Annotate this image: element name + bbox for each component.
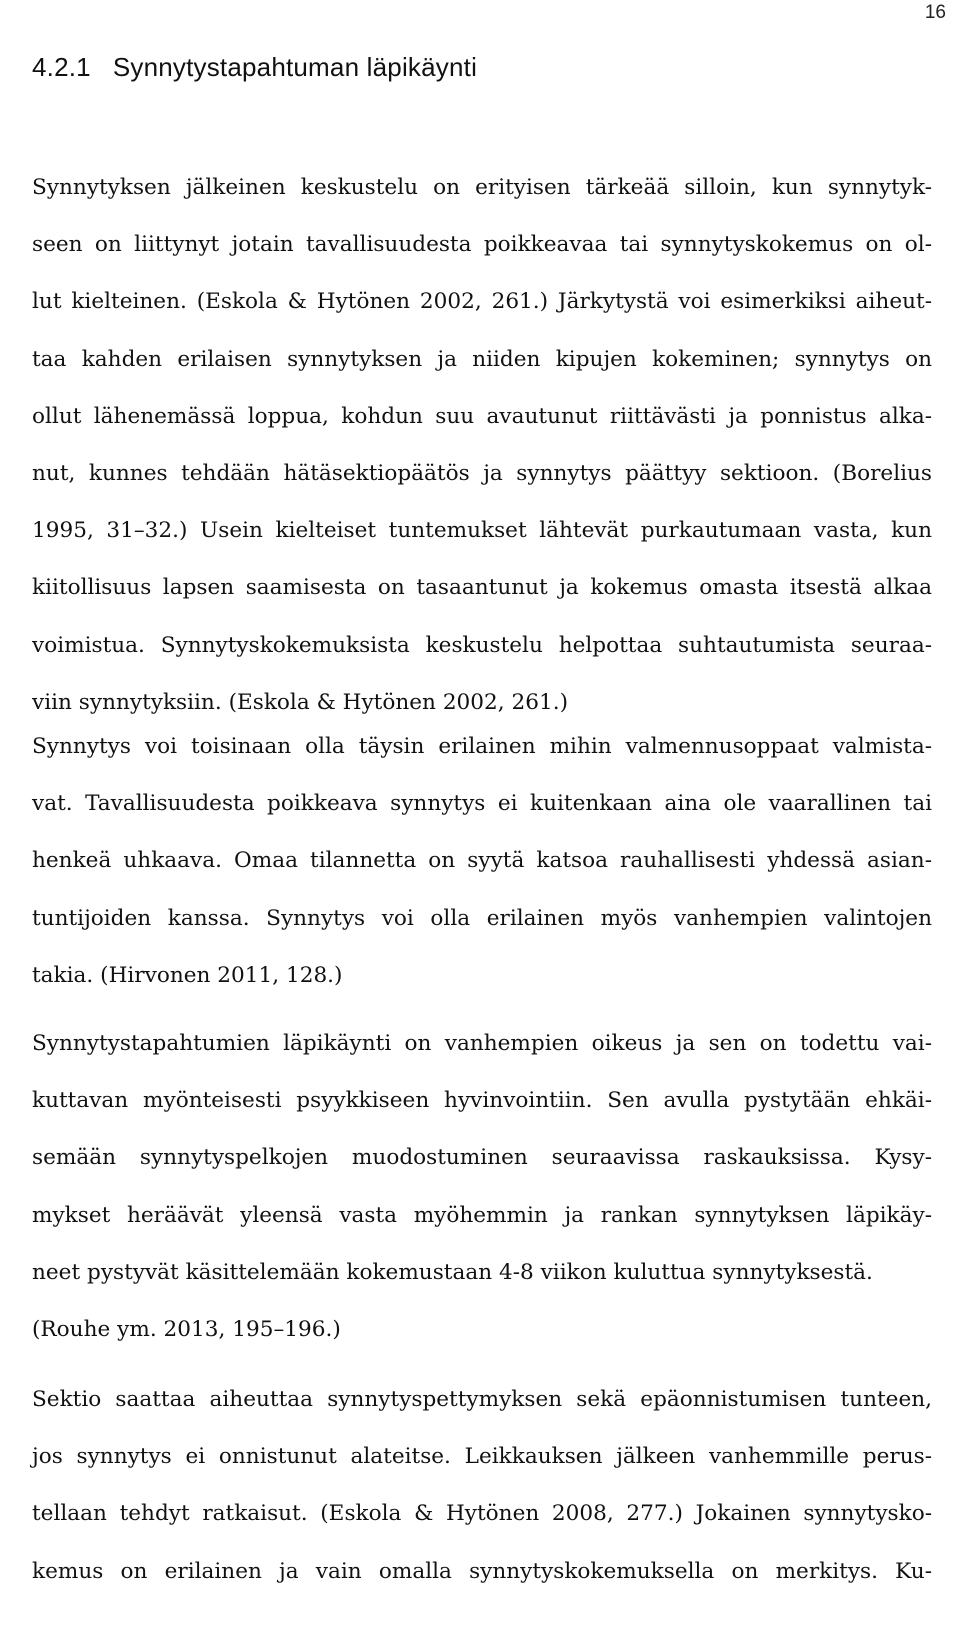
text-line: tellaan tehdyt ratkaisut. (Eskola & Hytönen 2008, 277.) Jokainen synnytysko- [32,1501,932,1527]
text-line: taa kahden erilaisen synnytyksen ja niiden kipujen kokeminen; synnytys on [32,346,932,372]
paragraph-4 [32,1371,932,1600]
paragraph-1 [32,159,932,731]
text-line: henkeä uhkaava. Omaa tilannetta on syytä katsoa rauhallisesti yhdessä asian- [32,848,932,874]
paragraph-2 [32,718,932,1004]
text-line: takia. (Hirvonen 2011, 128.) [32,962,343,988]
text-line: neet pystyvät käsittelemään kokemustaan 4-8 viikon kuluttua synnytyksestä. [32,1259,873,1285]
text-line: mykset heräävät yleensä vasta myöhemmin ja rankan synnytyksen läpikäy- [32,1202,932,1228]
text-line: semään synnytyspelkojen muodostuminen seuraavissa raskauksissa. Kysy- [32,1145,932,1171]
text-line: Synnytys voi toisinaan olla täysin erilainen mihin valmennusoppaat valmista- [32,734,932,759]
text-line: nut, kunnes tehdään hätäsektiopäätös ja synnytys päättyy sektioon. (Borelius [32,460,932,486]
text-line: seen on liittynyt jotain tavallisuudesta poikkeavaa tai synnytyskokemus on ol- [32,232,932,258]
text-line: Sektio saattaa aiheuttaa synnytyspettymyksen sekä epäonnistumisen tunteen, [32,1387,932,1412]
text-line: kiitollisuus lapsen saamisesta on tasaantunut ja kokemus omasta itsestä alkaa [32,575,932,601]
section-title: Synnytystapahtuman läpikäynti [112,52,478,82]
text-line: kuttavan myönteisesti psyykkiseen hyvinvointiin. Sen avulla pystytään ehkäi- [32,1088,932,1114]
text-line: vat. Tavallisuudesta poikkeava synnytys ei kuitenkaan aina ole vaarallinen tai [32,791,932,817]
section-heading [32,52,477,83]
text-line: jos synnytys ei onnistunut alateitse. Leikkauksen jälkeen vanhemmille perus- [32,1444,932,1470]
text-line: kemus on erilainen ja vain omalla synnytyskokemuksella on merkitys. Ku- [32,1558,932,1584]
text-line: Synnytyksen jälkeinen keskustelu on erityisen tärkeää silloin, kun synnytyk- [32,175,932,200]
text-line: viin synnytyksiin. (Eskola & Hytönen 2002, 261.) [32,689,569,715]
text-line: 1995, 31–32.) Usein kielteiset tuntemukset lähtevät purkautumaan vasta, kun [32,518,932,544]
text-line: lut kielteinen. (Eskola & Hytönen 2002, 261.) Järkytystä voi esimerkiksi aiheut- [32,289,932,315]
page-number: 16 [924,2,946,23]
text-line: ollut lähenemässä loppua, kohdun suu avautunut riittävästi ja ponnistus alka- [32,403,932,429]
text-line: Synnytystapahtumien läpikäynti on vanhempien oikeus ja sen on todettu vai- [32,1031,932,1056]
text-line: voimistua. Synnytyskokemuksista keskustelu helpottaa suhtautumista seuraa- [32,632,932,658]
text-line: tuntijoiden kanssa. Synnytys voi olla erilainen myös vanhempien valintojen [32,905,932,931]
paragraph-3 [32,1015,932,1358]
section-number: 4.2.1 [32,52,91,82]
text-line: (Rouhe ym. 2013, 195–196.) [32,1316,341,1342]
